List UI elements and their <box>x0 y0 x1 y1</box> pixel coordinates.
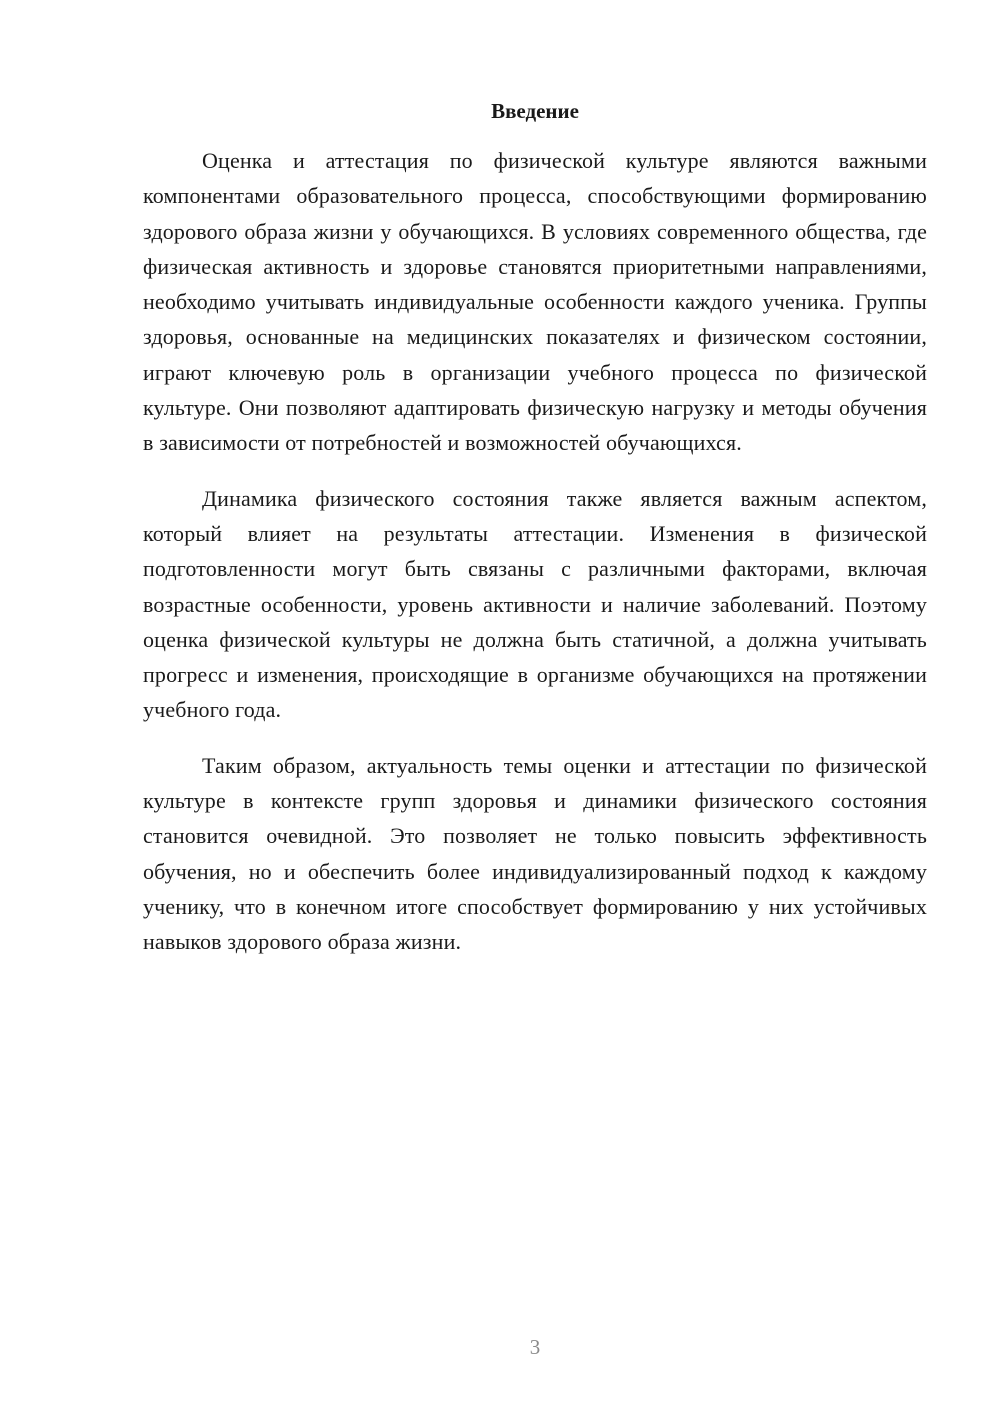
paragraph-1: Оценка и аттестация по физической культуре являются важными компонентами образовательного процесса, способствующими формированию здорового образа жизни у обучающихся. В условиях современного общества, где физическая активность и здоровье становятся приоритетными направлениями, необходимо учитывать индивидуальные особенности каждого ученика. Группы здоровья, основанные на медицинских показателях и физическом состоянии, играют ключевую роль в организации учебного процесса по физической культуре. Они позволяют адаптировать физическую нагрузку и методы обучения в зависимости от потребностей и возможностей обучающихся. <box>143 148 927 456</box>
paragraph-3: Таким образом, актуальность темы оценки и аттестации по физической культуре в контексте групп здоровья и динамики физического состояния становится очевидной. Это позволяет не только повысить эффективность обучения, но и обеспечить более индивидуализированный подход к каждому ученику, что в конечном итоге способствует формированию у них устойчивых навыков здорового образа жизни. <box>143 752 927 955</box>
paragraph-2: Динамика физического состояния также является важным аспектом, который влияет на результаты аттестации. Изменения в физической подготовленности могут быть связаны с различными факторами, включая возрастные особенности, уровень активности и наличие заболеваний. Поэтому оценка физической культуры не должна быть статичной, а должна учитывать прогресс и изменения, происходящие в организме обучающихся на протяжении учебного года. <box>143 485 927 723</box>
page-number: 3 <box>529 1335 541 1359</box>
body-text <box>143 143 927 980</box>
page-title: Введение <box>491 99 579 123</box>
